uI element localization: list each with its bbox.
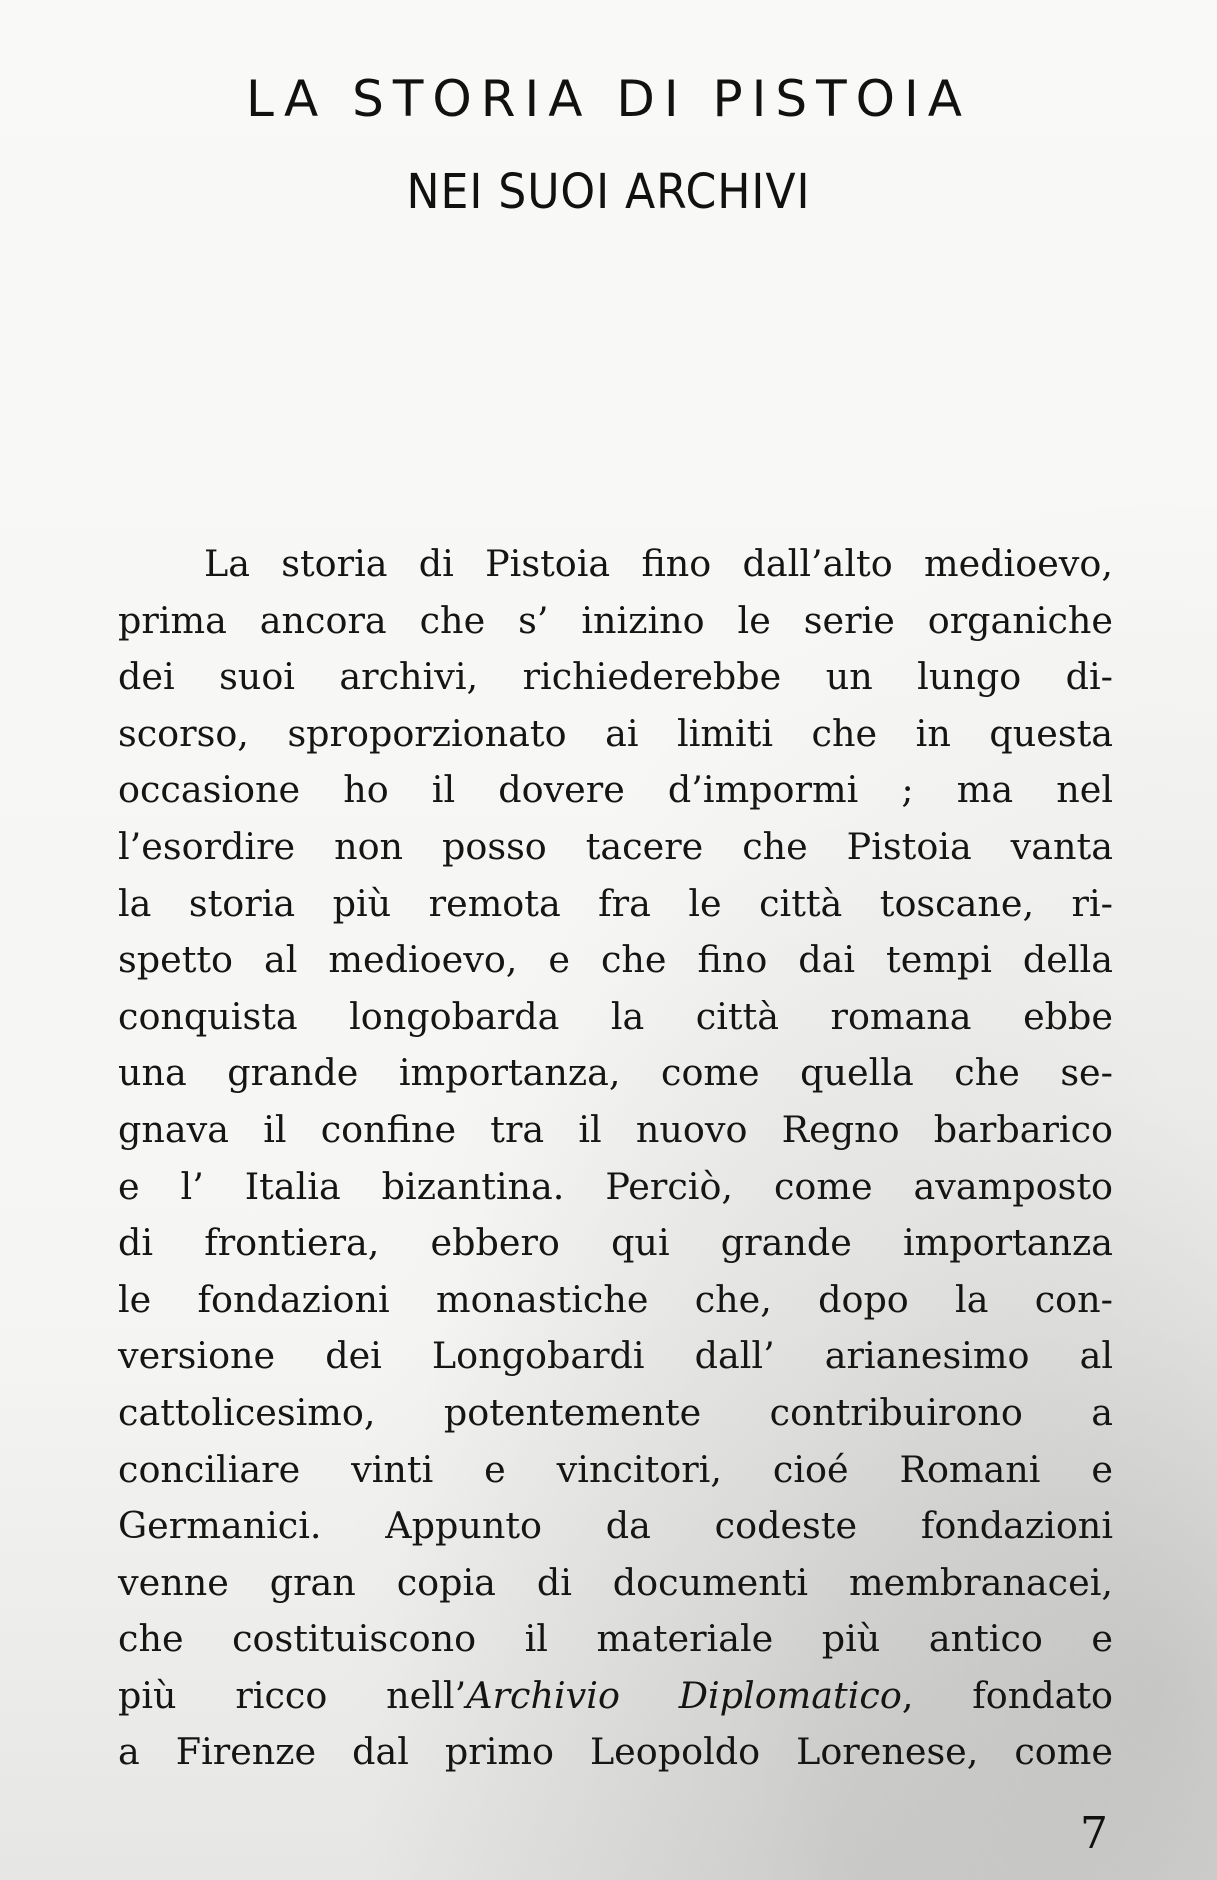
- text-line: cattolicesimo, potentemente contribuirono a: [118, 1390, 1113, 1434]
- text-line: a Firenze dal primo Leopoldo Lorenese, come: [118, 1730, 1113, 1774]
- text-line: l’esordire non posso tacere che Pistoia vanta: [118, 824, 1113, 868]
- text-line: conquista longobarda la città romana ebbe: [118, 994, 1113, 1038]
- text-segment: , fondato: [901, 1673, 1113, 1717]
- text-line: e l’ Italia bizantina. Perciò, come avamposto: [118, 1164, 1113, 1208]
- text-line: scorso, sproporzionato ai limiti che in questa: [118, 711, 1113, 755]
- body-paragraph: [118, 536, 1113, 1781]
- text-line-with-italic: [118, 1668, 1113, 1725]
- text-segment: più ricco nell’: [118, 1673, 467, 1717]
- text-line: una grande importanza, come quella che se-: [118, 1051, 1113, 1095]
- text-line: spetto al medioevo, e che fino dai tempi della: [118, 938, 1113, 982]
- text-line: La storia di Pistoia fino dall’alto medioevo,: [204, 542, 1113, 585]
- text-line: prima ancora che s’ inizino le serie organiche: [118, 598, 1113, 642]
- title-line-1: LA STORIA DI PISTOIA: [246, 70, 971, 128]
- text-line: di frontiera, ebbero qui grande importanza: [118, 1221, 1113, 1265]
- text-line: gnava il confine tra il nuovo Regno barbarico: [118, 1107, 1113, 1151]
- page-number: 7: [1080, 1808, 1108, 1859]
- text-line: la storia più remota fra le città toscane, ri-: [118, 881, 1113, 925]
- text-line: le fondazioni monastiche che, dopo la con-: [118, 1277, 1113, 1321]
- text-line: dei suoi archivi, richiederebbe un lungo di-: [118, 655, 1113, 699]
- text-line: occasione ho il dovere d’impormi ; ma nel: [118, 768, 1113, 812]
- text-line: conciliare vinti e vincitori, cioé Romani e: [118, 1447, 1113, 1491]
- text-line: Germanici. Appunto da codeste fondazioni: [118, 1504, 1113, 1548]
- text-line: venne gran copia di documenti membranacei,: [118, 1560, 1113, 1604]
- italic-archive-name: Archivio Diplomatico: [466, 1673, 902, 1717]
- text-line: versione dei Longobardi dall’ arianesimo al: [118, 1334, 1113, 1378]
- text-line: che costituiscono il materiale più antico e: [118, 1617, 1113, 1661]
- title-line-2: NEI SUOI ARCHIVI: [406, 164, 811, 220]
